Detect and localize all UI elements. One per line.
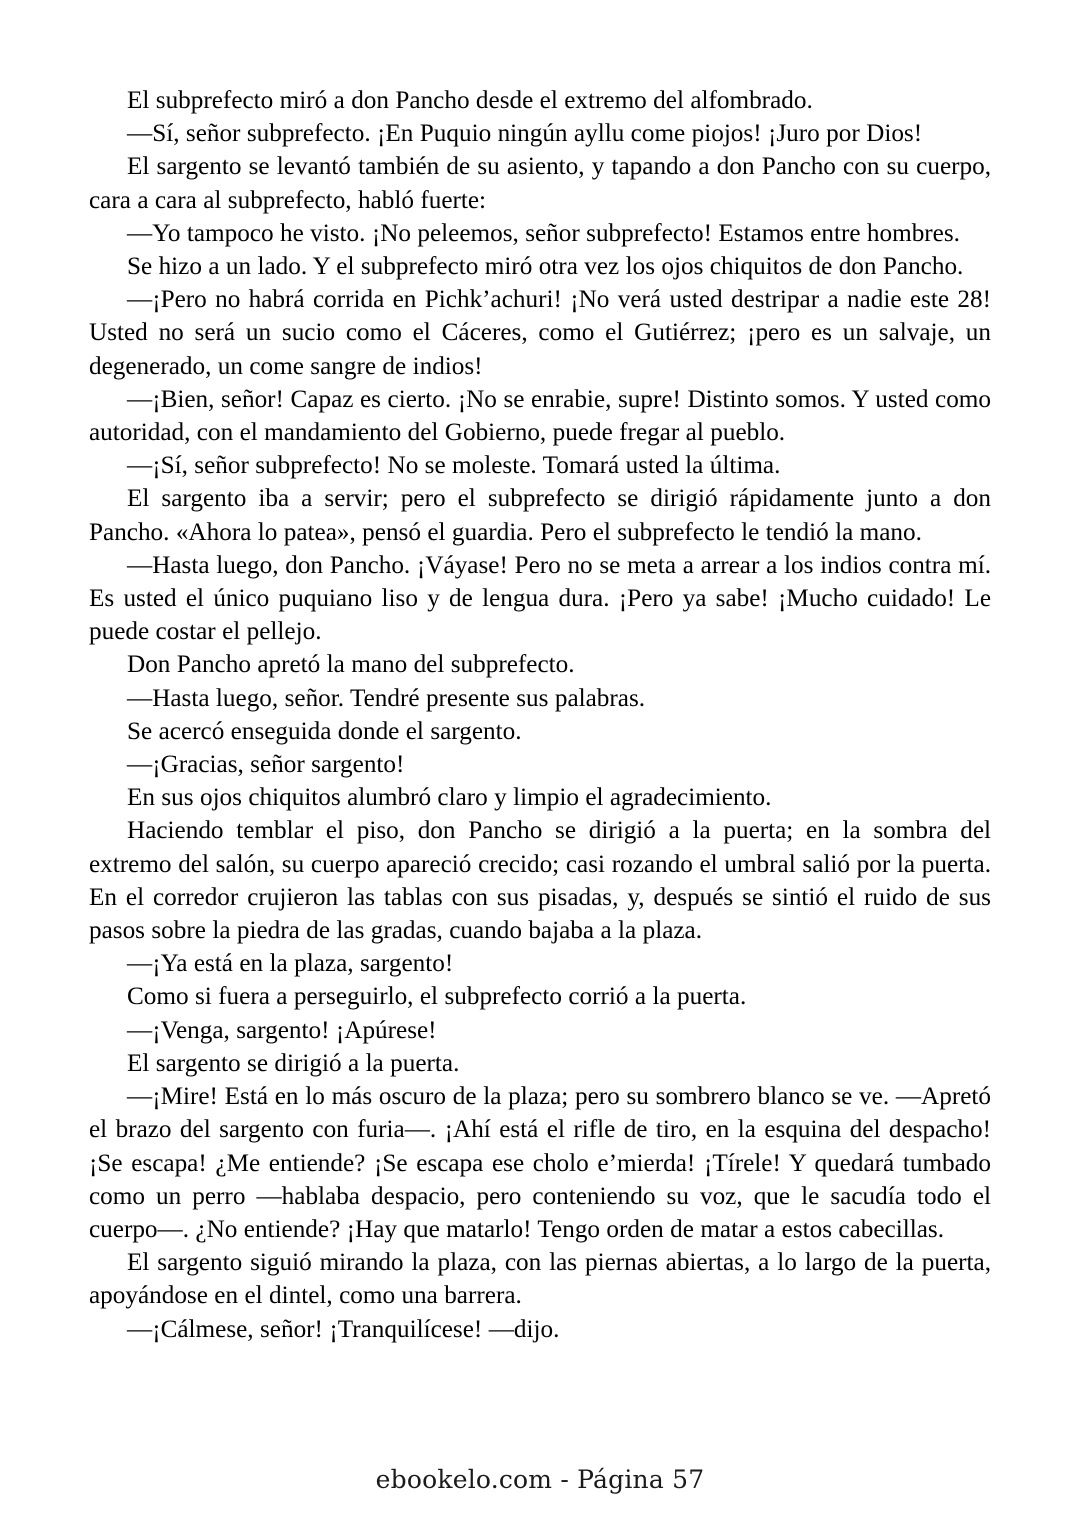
body-text-column xyxy=(89,84,991,1346)
paragraph: —¡Sí, señor subprefecto! No se moleste. Tomará usted la última. xyxy=(127,452,781,480)
paragraph: —¡Mire! Está en lo más oscuro de la plaza; pero su sombrero blanco se ve. —Apretó el brazo del sargento con furia—. ¡Ahí está el rifle de tiro, en la esquina del despacho! ¡Se escapa! ¿Me entiende? ¡Se escapa ese cholo e’mierda! ¡Tírele! Y quedará tumbado como un perro —hablaba despacio, pero conteniendo su voz, que le sacudía todo el cuerpo—. ¿No entiende? ¡Hay que matarlo! Tengo orden de matar a estos cabecillas. xyxy=(89,1083,991,1243)
paragraph: Haciendo temblar el piso, don Pancho se dirigió a la puerta; en la sombra del extremo del salón, su cuerpo apareció crecido; casi rozando el umbral salió por la puerta. En el corredor crujieron las tablas con sus pisadas, y, después se sintió el ruido de sus pasos sobre la piedra de las gradas, cuando bajaba a la plaza. xyxy=(89,817,991,945)
paragraph: Se acercó enseguida donde el sargento. xyxy=(127,717,522,745)
paragraph: El sargento siguió mirando la plaza, con las piernas abiertas, a lo largo de la puerta, apoyándose en el dintel, como una barrera. xyxy=(89,1249,991,1310)
paragraph: Se hizo a un lado. Y el subprefecto miró otra vez los ojos chiquitos de don Pancho. xyxy=(127,253,964,281)
paragraph: Don Pancho apretó la mano del subprefecto. xyxy=(127,651,575,679)
paragraph: En sus ojos chiquitos alumbró claro y limpio el agradecimiento. xyxy=(127,784,772,812)
paragraph: El sargento iba a servir; pero el subprefecto se dirigió rápidamente junto a don Pancho. «Ahora lo patea», pensó el guardia. Pero el subprefecto le tendió la mano. xyxy=(89,485,991,546)
paragraph: —Hasta luego, don Pancho. ¡Váyase! Pero no se meta a arrear a los indios contra mí. Es usted el único puquiano liso y de lengua dura. ¡Pero ya sabe! ¡Mucho cuidado! Le puede costar el pellejo. xyxy=(89,551,991,646)
paragraph: —¡Venga, sargento! ¡Apúrese! xyxy=(127,1016,437,1044)
paragraph: —Hasta luego, señor. Tendré presente sus palabras. xyxy=(127,684,646,712)
paragraph: —¡Cálmese, señor! ¡Tranquilícese! —dijo. xyxy=(127,1315,560,1343)
paragraph: —Sí, señor subprefecto. ¡En Puquio ningún ayllu come piojos! ¡Juro por Dios! xyxy=(127,120,923,148)
paragraph: El subprefecto miró a don Pancho desde el extremo del alfombrado. xyxy=(127,87,813,114)
paragraph: —¡Ya está en la plaza, sargento! xyxy=(127,950,454,978)
paragraph: Como si fuera a perseguirlo, el subprefecto corrió a la puerta. xyxy=(127,983,747,1011)
page-footer: ebookelo.com - Página 57 xyxy=(375,1465,705,1494)
paragraph: El sargento se dirigió a la puerta. xyxy=(127,1049,460,1077)
paragraph: —¡Gracias, señor sargento! xyxy=(127,751,405,779)
paragraph: —¡Pero no habrá corrida en Pichk’achuri! ¡No verá usted destripar a nadie este 28! Usted no será un sucio como el Cáceres, como el Gutiérrez; ¡pero es un salvaje, un degenerado, un come sangre de indios! xyxy=(89,286,991,380)
paragraph: —Yo tampoco he visto. ¡No peleemos, señor subprefecto! Estamos entre hombres. xyxy=(127,219,960,247)
paragraph: El sargento se levantó también de su asiento, y tapando a don Pancho con su cuerpo, cara a cara al subprefecto, habló fuerte: xyxy=(89,153,991,214)
paragraph: —¡Bien, señor! Capaz es cierto. ¡No se enrabie, supre! Distinto somos. Y usted como autoridad, con el mandamiento del Gobierno, puede fregar al pueblo. xyxy=(89,385,991,447)
